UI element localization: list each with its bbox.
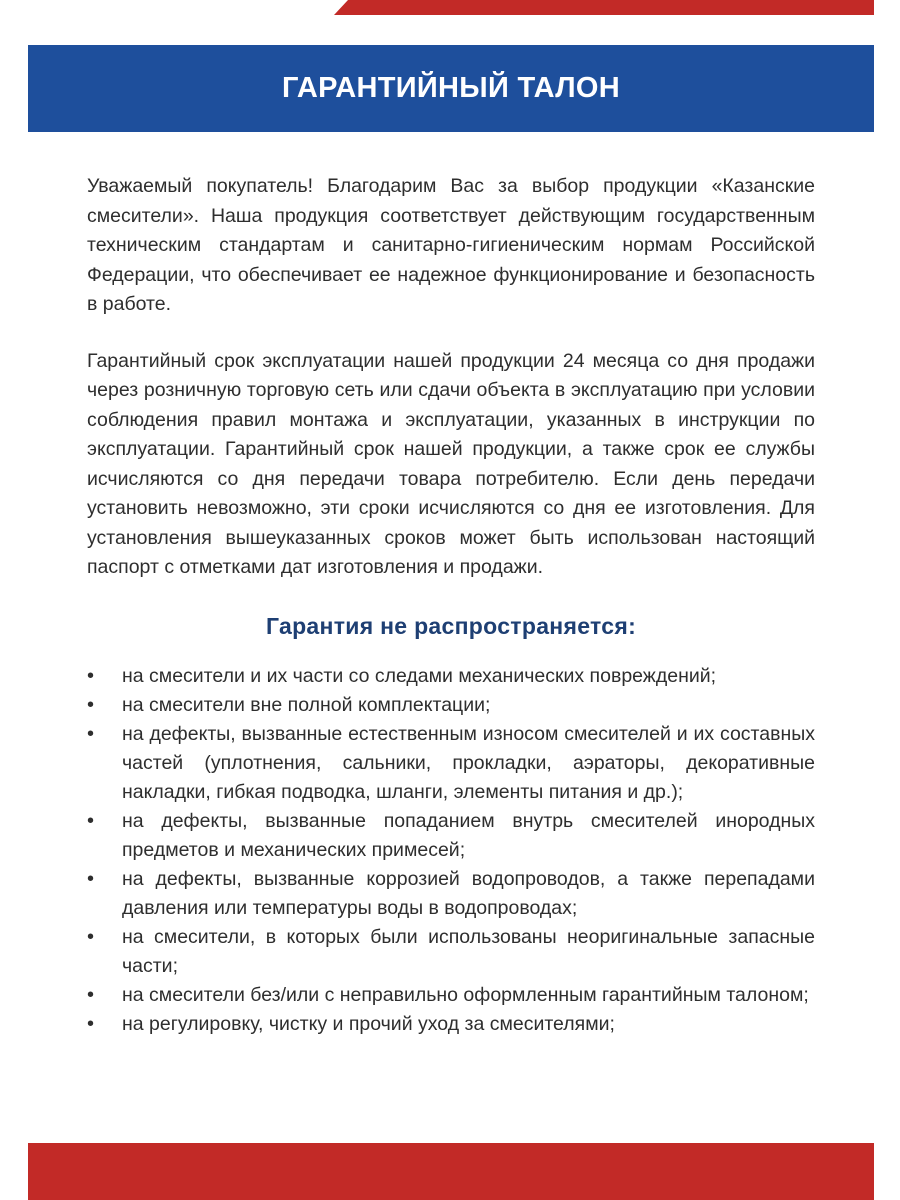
bullet-icon: • — [87, 722, 95, 745]
list-item-text: на смесители, в которых были использованы неоригинальные запасные части; — [122, 925, 815, 977]
list-item-text: на дефекты, вызванные попаданием внутрь смесителей инородных предметов и механических примесей; — [122, 809, 815, 861]
top-red-stripe — [334, 0, 874, 15]
bullet-icon: • — [87, 983, 95, 1006]
list-item-text: на дефекты, вызванные естественным износом смесителей и их составных частей (уплотнения, сальники, прокладки, аэраторы, декоративные накладки, гибкая подводка, шланги, элементы питания и др.); — [122, 722, 815, 803]
header-banner — [28, 45, 874, 132]
list-item — [87, 691, 815, 720]
intro-paragraph-2: Гарантийный срок эксплуатации нашей продукции 24 месяца со дня продажи через розничную торговую сеть или сдачи объекта в эксплуатацию при условии соблюдения правил монтажа и эксплуатации, указанных в инструкции по эксплуатации. Гарантийный срок нашей продукции, а также срок ее службы исчисляются со дня передачи товара потребителю. Если день передачи установить невозможно, эти сроки исчисляются со дня ее изготовления. Для установления вышеуказанных сроков может быть использован настоящий паспорт с отметками дат изготовления и продажи. — [87, 349, 815, 578]
list-item-text: на смесители и их части со следами механических повреждений; — [122, 664, 717, 687]
bullet-icon: • — [87, 1012, 95, 1035]
bullet-icon: • — [87, 867, 95, 890]
list-item — [87, 1010, 815, 1039]
exclusions-title: Гарантия не распространяется: — [265, 612, 637, 639]
bullet-icon: • — [87, 664, 95, 687]
list-item — [87, 865, 815, 923]
list-item — [87, 662, 815, 691]
page-title: ГАРАНТИЙНЫЙ ТАЛОН — [281, 72, 620, 104]
list-item-text: на регулировку, чистку и прочий уход за смесителями; — [122, 1012, 615, 1035]
list-item-text: на смесители без/или с неправильно оформленным гарантийным талоном; — [122, 983, 809, 1006]
list-item-text: на смесители вне полной комплектации; — [122, 693, 491, 716]
list-item-text: на дефекты, вызванные коррозией водопроводов, а также перепадами давления или температуры воды в водопроводах; — [122, 867, 815, 919]
bullet-icon: • — [87, 809, 95, 832]
list-item — [87, 923, 815, 981]
bullet-icon: • — [87, 693, 95, 716]
list-item — [87, 981, 815, 1010]
bullet-icon: • — [87, 925, 95, 948]
intro-paragraph-1: Уважаемый покупатель! Благодарим Вас за выбор продукции «Казанские смесители». Наша продукция соответствует действующим государственным техническим стандартам и санитарно-гигиеническим нормам Российской Федерации, что обеспечивает ее надежное функционирование и безопасность в работе. — [87, 175, 815, 315]
exclusions-list — [87, 662, 815, 1039]
list-item — [87, 720, 815, 807]
document-body — [87, 172, 815, 1039]
bottom-red-band — [28, 1143, 874, 1200]
list-item — [87, 807, 815, 865]
